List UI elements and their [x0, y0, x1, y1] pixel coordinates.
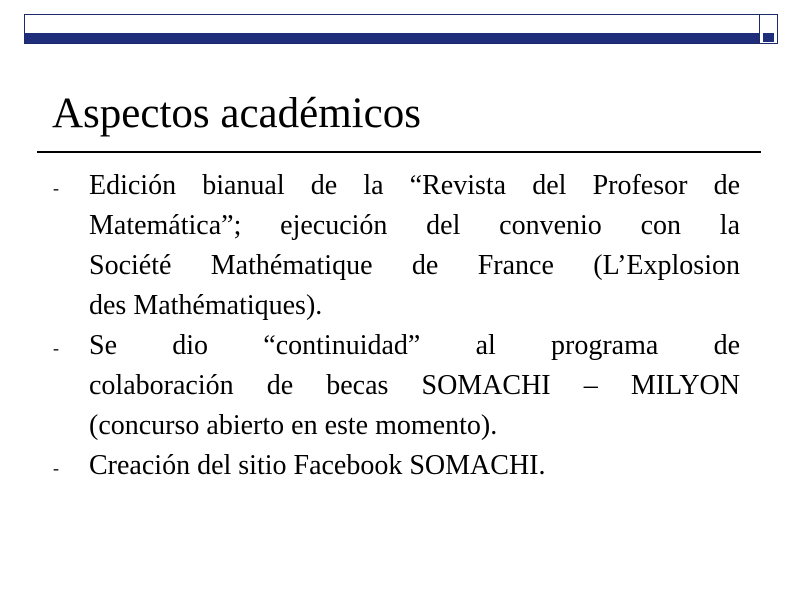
bullet-list — [50, 166, 740, 486]
bullet-item-facebook — [50, 446, 740, 486]
corner-square-fill — [763, 33, 774, 42]
bullet-marker: - — [53, 338, 59, 358]
bullet-item-revista — [50, 166, 740, 326]
bullet-text-line: Se dio “continuidad” al programa de — [89, 330, 740, 361]
corner-square-ornament — [759, 14, 778, 44]
bullet-item-becas — [50, 326, 740, 446]
slide-title: Aspectos académicos — [52, 90, 421, 137]
bullet-text-line: Edición bianual de la “Revista del Profesor de — [89, 170, 740, 201]
bullet-text-line: Société Mathématique de France (L’Explosion — [89, 250, 740, 281]
bullet-text-line: Matemática”; ejecución del convenio con la — [89, 210, 740, 241]
bullet-text-line: Creación del sitio Facebook SOMACHI. — [89, 450, 546, 481]
bullet-marker: - — [53, 178, 59, 198]
bullet-text-line: colaboración de becas SOMACHI – MILYON — [89, 370, 740, 401]
bullet-marker: - — [53, 458, 59, 478]
top-decorative-band — [25, 33, 760, 43]
bullet-text-line: (concurso abierto en este momento). — [89, 410, 498, 441]
bullet-text-line: des Mathématiques). — [89, 290, 323, 321]
title-divider — [37, 151, 761, 153]
